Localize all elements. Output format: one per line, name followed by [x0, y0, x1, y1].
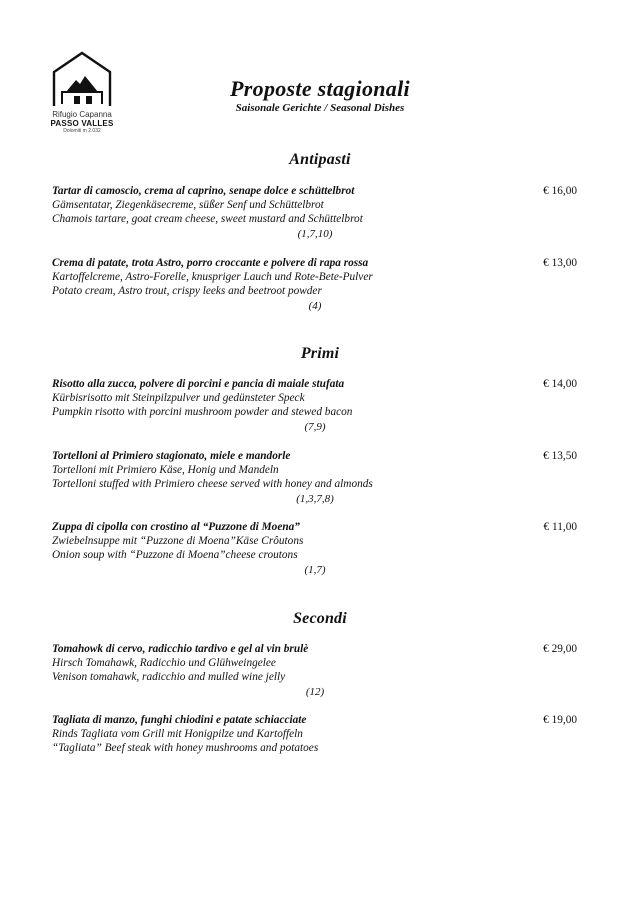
dish-german: Tortelloni mit Primiero Käse, Honig und Mandeln — [52, 464, 279, 477]
dish-item — [52, 449, 582, 506]
dish-english: Tortelloni stuffed with Primiero cheese served with honey and almonds — [52, 478, 373, 491]
dish-german: Kürbisrisotto mit Steinpilzpulver und gedünsteter Speck — [52, 392, 305, 405]
logo-line-3: Dolomiti m 2.032 — [63, 128, 101, 134]
dish-item — [52, 377, 582, 434]
dish-price: € 11,00 — [543, 521, 577, 533]
dish-english: Venison tomahawk, radicchio and mulled wine jelly — [52, 671, 286, 684]
dish-name: Tomahowk di cervo, radicchio tardivo e gel al vin brulè — [52, 643, 309, 655]
section-title-primi: Primi — [300, 345, 340, 362]
section-title-secondi: Secondi — [293, 610, 347, 627]
page-subtitle: Saisonale Gerichte / Seasonal Dishes — [235, 102, 405, 114]
dish-item — [52, 256, 582, 313]
dish-allergens: (1,7) — [304, 563, 326, 576]
dish-german: Zwiebelnsuppe mit “Puzzone di Moena”Käse Crôutons — [52, 535, 304, 548]
dish-price: € 13,50 — [543, 450, 577, 462]
dish-name: Risotto alla zucca, polvere di porcini e pancia di maiale stufata — [52, 378, 345, 390]
dish-english: Potato cream, Astro trout, crispy leeks and beetroot powder — [52, 285, 322, 298]
dish-name: Crema di patate, trota Astro, porro croccante e polvere di rapa rossa — [52, 257, 369, 269]
dish-allergens: (1,3,7,8) — [296, 492, 334, 505]
dish-english: “Tagliata” Beef steak with honey mushrooms and potatoes — [52, 742, 319, 755]
dish-allergens: (7,9) — [304, 420, 326, 433]
dish-price: € 13,00 — [543, 257, 577, 269]
dish-german: Gämsentatar, Ziegenkäsecreme, süßer Senf und Schüttelbrot — [52, 199, 324, 212]
dish-allergens: (4) — [308, 299, 322, 312]
dish-german: Rinds Tagliata vom Grill mit Honigpilze und Kartoffeln — [52, 728, 303, 741]
dish-german: Kartoffelcreme, Astro-Forelle, knuspriger Lauch und Rote-Bete-Pulver — [52, 271, 373, 284]
dish-name: Tartar di camoscio, crema al caprino, senape dolce e schüttelbrot — [52, 185, 355, 197]
dish-price: € 29,00 — [543, 643, 577, 655]
dish-english: Chamois tartare, goat cream cheese, sweet mustard and Schüttelbrot — [52, 213, 363, 226]
dish-english: Pumpkin risotto with porcini mushroom powder and stewed bacon — [52, 406, 353, 419]
dish-german: Hirsch Tomahawk, Radicchio und Glühweingelee — [52, 657, 276, 670]
dish-price: € 19,00 — [543, 714, 577, 726]
dish-item — [52, 713, 582, 756]
dish-english: Onion soup with “Puzzone di Moena”cheese croutons — [52, 549, 298, 562]
section-title-antipasti: Antipasti — [289, 151, 351, 168]
dish-price: € 16,00 — [543, 185, 577, 197]
dish-price: € 14,00 — [543, 378, 577, 390]
logo-line-2: PASSO VALLES — [50, 119, 114, 128]
dish-name: Tortelloni al Primiero stagionato, miele e mandorle — [52, 450, 291, 462]
dish-allergens: (1,7,10) — [297, 227, 333, 240]
page-title: Proposte stagionali — [230, 76, 410, 101]
dish-allergens: (12) — [305, 685, 325, 698]
dish-item — [52, 520, 582, 577]
dish-item — [52, 184, 582, 241]
dish-item — [52, 642, 582, 699]
dish-name: Zuppa di cipolla con crostino al “Puzzone di Moena” — [52, 521, 300, 533]
logo-line-1: Rifugio Capanna — [52, 110, 112, 119]
dish-name: Tagliata di manzo, funghi chiodini e patate schiacciate — [52, 714, 307, 726]
